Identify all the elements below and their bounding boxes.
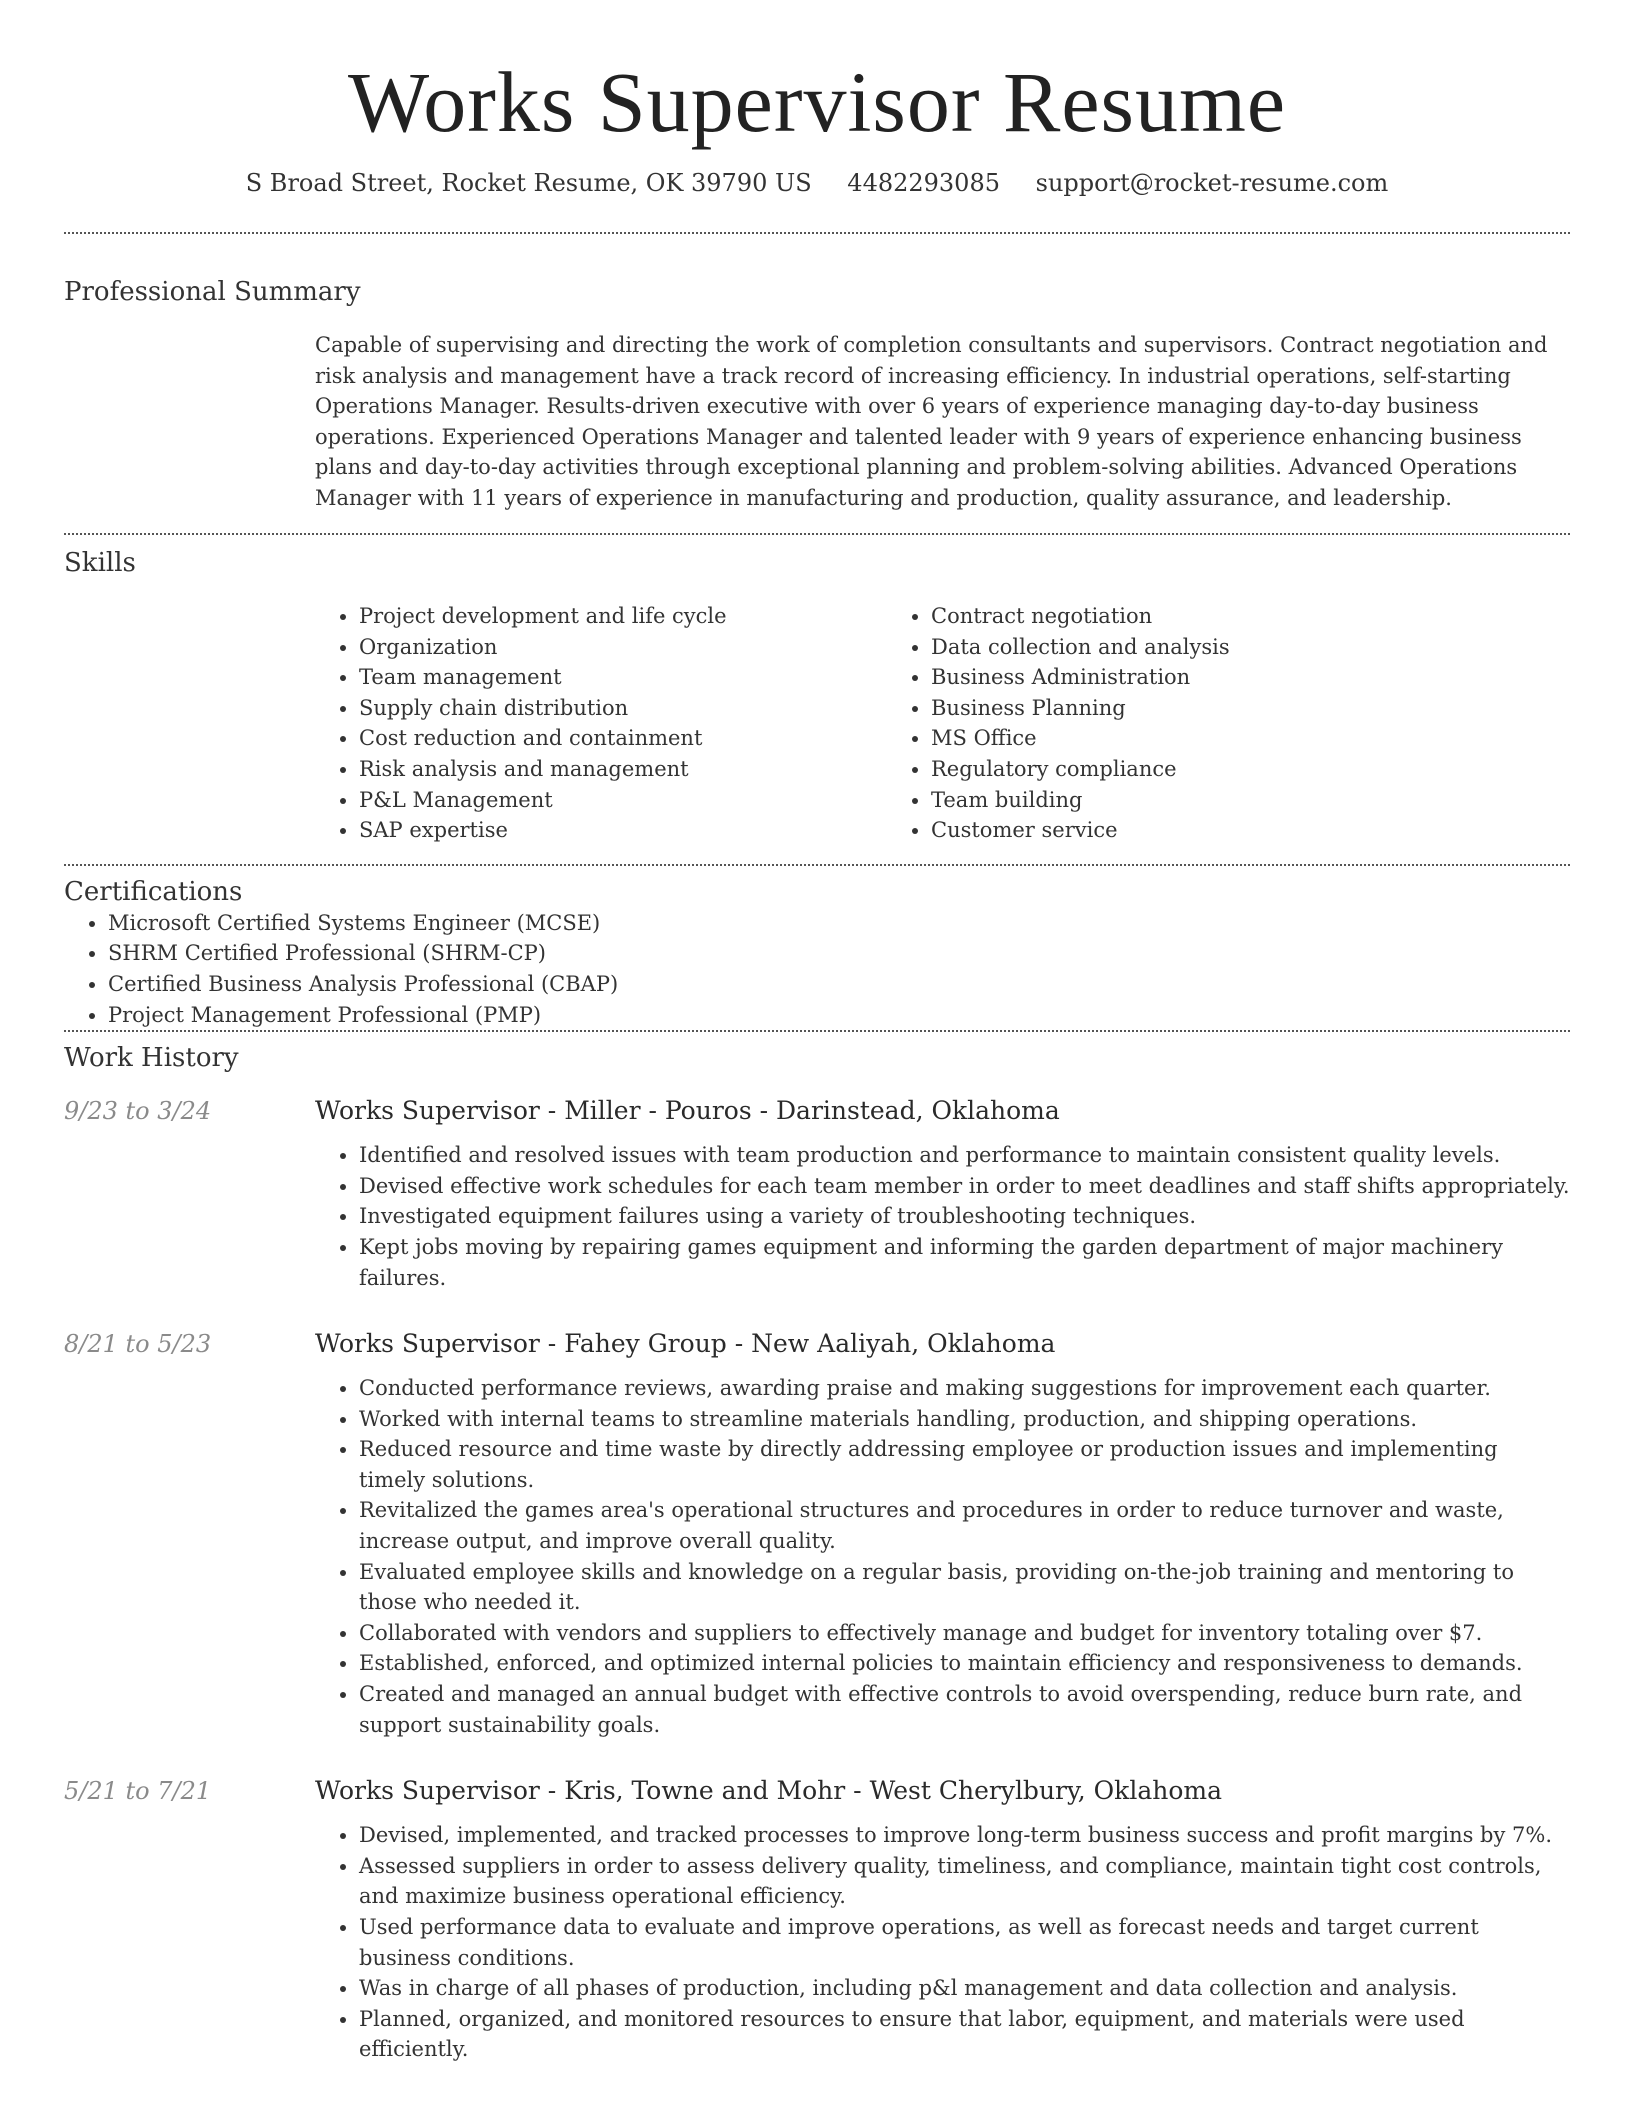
certification-item: • Certified Business Analysis Professional (CBAP): [108, 969, 1570, 1000]
skill-item: • Cost reduction and containment: [359, 723, 887, 754]
skill-item: • Supply chain distribution: [359, 693, 887, 724]
job-dates: 5/21 to 7/21: [64, 1777, 212, 1806]
skills-heading: Skills: [64, 548, 136, 578]
contact-address: S Broad Street, Rocket Resume, OK 39790 US: [245, 169, 812, 197]
resume-page: [64, 0, 1570, 2065]
skills-columns: [315, 601, 1570, 846]
job-entry: [64, 1327, 1570, 1740]
job-body: [315, 1774, 1570, 2065]
skill-item: • Business Planning: [931, 693, 1459, 724]
skills-list-right: [887, 601, 1459, 846]
skill-item: • Business Administration: [931, 662, 1459, 693]
job-entry: [64, 1774, 1570, 2065]
page-title: Works Supervisor Resume: [347, 54, 1287, 150]
contact-line: [64, 168, 1570, 198]
job-entry: [64, 1094, 1570, 1293]
job-bullet: • Worked with internal teams to streamline materials handling, production, and shipping operations.: [359, 1404, 1570, 1435]
skill-item: • Project development and life cycle: [359, 601, 887, 632]
job-bullet: • Devised effective work schedules for each team member in order to meet deadlines and staff shifts appropriately.: [359, 1171, 1570, 1202]
certification-item: • Microsoft Certified Systems Engineer (MCSE): [108, 908, 1570, 939]
job-bullet: • Conducted performance reviews, awarding praise and making suggestions for improvement each quarter.: [359, 1373, 1570, 1404]
job-title: Works Supervisor - Kris, Towne and Mohr - West Cherylbury, Oklahoma: [315, 1776, 1222, 1806]
job-bullets: [315, 1140, 1570, 1293]
summary-text: Capable of supervising and directing the work of completion consultants and supervisors. Contract negotiation and risk analysis and management have a track record of increasing efficiency. In industrial operations, self-starting Operations Manager. Results-driven executive with over 6 years of experience managing day-to-day business operations. Experienced Operations Manager and talented leader with 9 years of experience enhancing business plans and day-to-day activities through exceptional planning and problem-solving abilities. Advanced Operations Manager with 11 years of experience in manufacturing and production, quality assurance, and leadership.: [315, 333, 1548, 510]
skill-item: • Team management: [359, 662, 887, 693]
section-divider: [64, 232, 1570, 234]
skill-item: • Risk analysis and management: [359, 754, 887, 785]
summary-heading: Professional Summary: [64, 277, 361, 307]
job-bullet: • Used performance data to evaluate and improve operations, as well as forecast needs and target current business conditions.: [359, 1912, 1570, 1973]
job-dates: 9/23 to 3/24: [64, 1097, 212, 1126]
skill-item: • Customer service: [931, 815, 1459, 846]
job-bullet: • Kept jobs moving by repairing games equipment and informing the garden department of major machinery failures.: [359, 1232, 1570, 1293]
skill-item: • Data collection and analysis: [931, 632, 1459, 663]
certification-item: • SHRM Certified Professional (SHRM-CP): [108, 938, 1570, 969]
job-bullet: • Reduced resource and time waste by directly addressing employee or production issues and implementing timely solutions.: [359, 1434, 1570, 1495]
skill-item: • Organization: [359, 632, 887, 663]
section-divider: [64, 864, 1570, 866]
job-title: Works Supervisor - Miller - Pouros - Darinstead, Oklahoma: [315, 1096, 1060, 1126]
skill-item: • SAP expertise: [359, 815, 887, 846]
job-bullet: • Planned, organized, and monitored resources to ensure that labor, equipment, and materials were used efficiently.: [359, 2004, 1570, 2065]
skill-item: • P&L Management: [359, 785, 887, 816]
job-dates: 8/21 to 5/23: [64, 1330, 212, 1359]
skill-item: • Regulatory compliance: [931, 754, 1459, 785]
skill-item: • Contract negotiation: [931, 601, 1459, 632]
section-divider: [64, 533, 1570, 535]
certifications-heading: Certifications: [64, 876, 243, 907]
job-bullet: • Identified and resolved issues with team production and performance to maintain consistent quality levels.: [359, 1140, 1570, 1171]
job-body: [315, 1327, 1570, 1740]
job-bullet: • Created and managed an annual budget with effective controls to avoid overspending, reduce burn rate, and support sustainability goals.: [359, 1679, 1570, 1740]
job-bullet: • Revitalized the games area's operational structures and procedures in order to reduce turnover and waste, increase output, and improve overall quality.: [359, 1495, 1570, 1556]
skills-list-left: [315, 601, 887, 846]
skill-item: • MS Office: [931, 723, 1459, 754]
contact-phone: 4482293085: [847, 169, 1000, 197]
certification-item: • Project Management Professional (PMP): [108, 1000, 1570, 1031]
section-divider: [64, 1030, 1570, 1032]
contact-email: support@rocket-resume.com: [1035, 169, 1389, 197]
job-bullet: • Devised, implemented, and tracked processes to improve long-term business success and profit margins by 7%.: [359, 1820, 1570, 1851]
job-bullets: [315, 1820, 1570, 2065]
certifications-list: [64, 908, 1570, 1030]
job-bullet: • Assessed suppliers in order to assess delivery quality, timeliness, and compliance, maintain tight cost controls, and maximize business operational efficiency.: [359, 1851, 1570, 1912]
job-title: Works Supervisor - Fahey Group - New Aaliyah, Oklahoma: [315, 1329, 1056, 1359]
skill-item: • Team building: [931, 785, 1459, 816]
job-bullet: • Was in charge of all phases of production, including p&l management and data collection and analysis.: [359, 1973, 1570, 2004]
job-bullet: • Investigated equipment failures using a variety of troubleshooting techniques.: [359, 1201, 1570, 1232]
job-bullet: • Evaluated employee skills and knowledge on a regular basis, providing on-the-job training and mentoring to those who needed it.: [359, 1557, 1570, 1618]
work-history-heading: Work History: [64, 1043, 239, 1074]
job-bullets: [315, 1373, 1570, 1740]
job-body: [315, 1094, 1570, 1293]
job-bullet: • Collaborated with vendors and suppliers to effectively manage and budget for inventory totaling over $7.: [359, 1618, 1570, 1649]
job-bullet: • Established, enforced, and optimized internal policies to maintain efficiency and responsiveness to demands.: [359, 1648, 1570, 1679]
